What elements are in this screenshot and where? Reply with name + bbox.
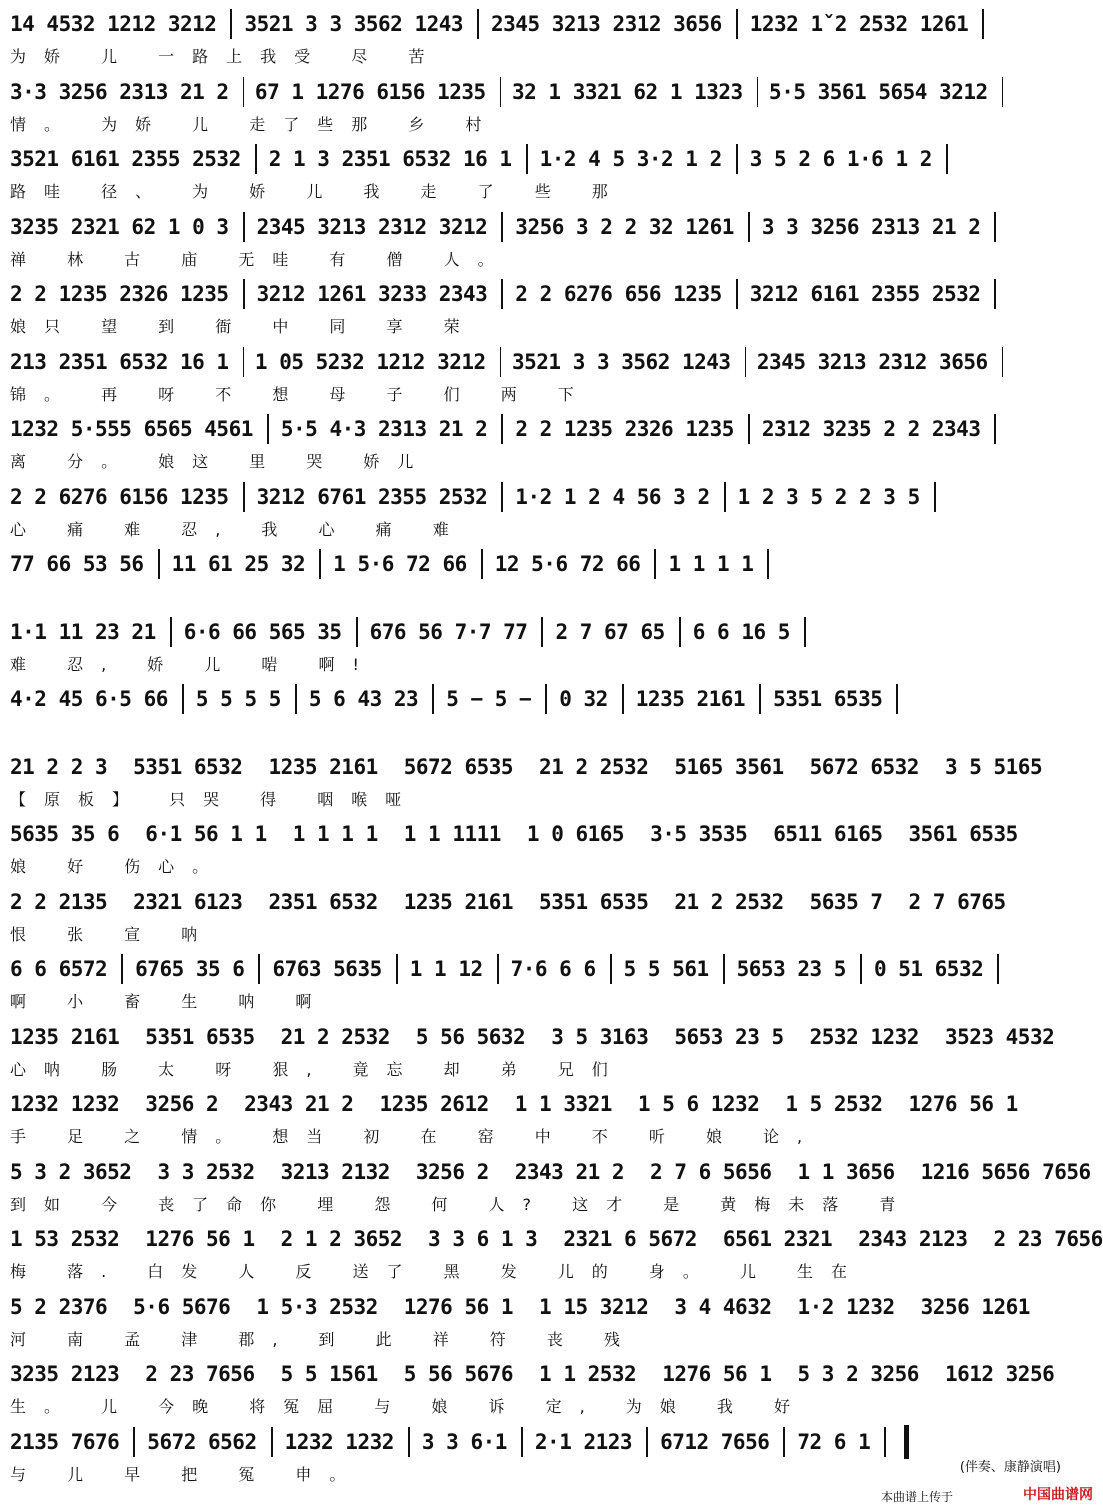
measure: 3256 2 [415, 1159, 489, 1184]
barline [396, 954, 398, 984]
score-system [10, 546, 1014, 610]
score-system [10, 1154, 1091, 1218]
notation-line [10, 816, 1018, 852]
measure: 5672 6532 [809, 754, 919, 779]
lyrics-line: 手 足 之 情。 想当 初 在 窑 中 不 听 娘 论, [10, 1127, 821, 1146]
measure: 5·5 4·3 2313 21 2 [280, 417, 488, 441]
notation-line [10, 74, 1014, 110]
barline [497, 954, 499, 984]
barline [646, 1427, 648, 1457]
barline [679, 617, 681, 647]
measure: 21 2 2532 [280, 1024, 390, 1049]
measure: 1·2 4 5 3·2 1 2 [539, 147, 722, 171]
lyrics-line: 生。 儿 今晚 将冤屈 与 娘 诉 定, 为娘 我 好 [10, 1397, 808, 1416]
notation-line [10, 1154, 1091, 1190]
score-system [10, 614, 1014, 678]
performer-credit: (伴奏、康静演唱) [959, 1460, 1061, 1475]
barline [934, 482, 936, 512]
site-logo[interactable]: 中国曲谱网 [1023, 1487, 1093, 1503]
lyrics-line: 到如 今 丧了命你 埋 怨 何 人? 这才 是 黄梅未落 青 [10, 1194, 914, 1214]
measure: 1276 56 1 [403, 1294, 514, 1319]
notation-line [10, 141, 1014, 177]
measure: 1 1 12 [409, 957, 483, 981]
barline [170, 617, 172, 647]
barline [243, 279, 245, 309]
score-system [10, 1356, 1055, 1420]
measure: 3 3 6 1 3 [428, 1227, 538, 1251]
notation-line [10, 1424, 1014, 1460]
measure: 3561 6535 [908, 822, 1018, 846]
barline [994, 212, 996, 242]
lyrics-line [10, 584, 1014, 606]
measure: 12 5·6 72 66 [494, 552, 641, 576]
measure: 6763 5635 [272, 957, 382, 981]
measure: 5 6 43 23 [308, 687, 419, 711]
barline [748, 414, 750, 444]
measure: 77 66 53 56 [10, 552, 144, 576]
measure: 2 7 6765 [908, 889, 1006, 914]
score-system [10, 479, 1014, 543]
measure: 2 23 7656 [145, 1362, 255, 1386]
lyrics-line: 离 分。 娘这 里 哭 娇儿 [10, 452, 432, 471]
measure: 2 2 1235 2326 1235 [10, 282, 229, 306]
measure: 6 6 16 5 [692, 619, 790, 644]
measure: 2345 3213 2312 3212 [256, 214, 488, 239]
barline [432, 684, 434, 714]
barline [481, 549, 483, 579]
measure: 2135 7676 [10, 1429, 120, 1454]
measure: 1235 2612 [379, 1092, 489, 1116]
measure: 2343 21 2 [244, 1092, 354, 1116]
measure: 5635 35 6 [10, 822, 120, 846]
barline [654, 549, 656, 579]
measure: 2 7 67 65 [555, 619, 665, 644]
measure: 3 5 5165 [944, 754, 1043, 779]
measure: 5672 6535 [403, 754, 514, 779]
notation-line [10, 1221, 1103, 1257]
measure: 1 1 1111 [403, 822, 501, 846]
measure: 1 05 5232 1212 3212 [254, 349, 486, 374]
measure: 3 5 3163 [551, 1024, 649, 1049]
lyrics-line: 禅 林 古 庙 无哇 有 僧 人。 [10, 249, 512, 269]
measure: 3256 1261 [920, 1294, 1030, 1319]
lyrics-line: 恨 张 宣 呐 [10, 924, 216, 944]
score-system [10, 884, 1014, 948]
measure: 5351 6535 [539, 889, 649, 914]
score-system [10, 344, 1014, 408]
measure: 3 4 4632 [674, 1294, 772, 1319]
score-system [10, 276, 1014, 340]
measure: 5 3 2 3256 [797, 1362, 919, 1386]
score-system [10, 74, 1014, 138]
barline [295, 684, 297, 714]
measure: 21 2 2532 [539, 754, 649, 779]
measure: 2 7 6 5656 [650, 1159, 772, 1184]
lyrics-line: 与 儿 早 把 冤 申。 [10, 1464, 364, 1484]
measure: 1232 1ˇ2 2532 1261 [749, 12, 969, 36]
lyrics-line: 梅 落. 白发 人 反 送了 黑 发 儿的 身。 儿 生在 [10, 1262, 866, 1281]
measure: 3235 2321 62 1 0 3 [10, 214, 229, 239]
barline [243, 212, 245, 242]
barline [319, 549, 321, 579]
barline [230, 9, 232, 39]
measure: 3 5 2 6 1·6 1 2 [749, 147, 932, 171]
barline [994, 414, 996, 444]
lyrics-line: 为娇 儿 一路上我受 尽 苦 [10, 47, 443, 66]
score-system [10, 6, 1014, 70]
measure: 5 3 2 3652 [10, 1159, 132, 1184]
measure: 5351 6532 [133, 754, 243, 779]
score-system [10, 141, 1014, 205]
barline [521, 1427, 523, 1457]
measure: 2343 21 2 [514, 1159, 625, 1184]
measure: 5653 23 5 [736, 957, 846, 981]
measure: 213 2351 6532 16 1 [10, 349, 229, 374]
barline [622, 684, 624, 714]
measure: 1235 2161 [268, 754, 378, 779]
measure: 1276 56 1 [145, 1227, 255, 1251]
lyrics-line: 心 痛 难 忍, 我 心 痛 难 [10, 519, 467, 539]
measure: 3521 6161 2355 2532 [10, 147, 241, 171]
lyrics-line: 情。 为娇 儿 走了些那 乡 村 [10, 114, 500, 134]
measure: 2 2 2135 [10, 889, 108, 914]
measure: 4·2 45 6·5 66 [10, 687, 168, 711]
measure: 2321 6123 [133, 889, 243, 914]
measure: 1 5·6 72 66 [333, 552, 467, 576]
measure: 3521 3 3 3562 1243 [511, 349, 731, 374]
measure: 14 4532 1212 3212 [10, 12, 217, 36]
notation-line [10, 6, 1014, 42]
barline [258, 954, 260, 984]
measure: 6·1 56 1 1 [145, 822, 267, 846]
measure: 3212 1261 3233 2343 [256, 282, 488, 306]
measure: 2 2 1235 2326 1235 [515, 417, 734, 441]
score-system [10, 1086, 1018, 1150]
notation-line [10, 614, 1014, 650]
measure: 1 5 6 1232 [637, 1092, 760, 1116]
barline [723, 954, 725, 984]
notation-line [10, 546, 1014, 582]
barline [759, 684, 761, 714]
measure: 5 5 5 5 [195, 687, 281, 711]
measure: 1 5 2532 [785, 1092, 883, 1116]
barline [997, 954, 999, 984]
measure: 2532 1232 [809, 1024, 919, 1049]
score-system [10, 749, 1043, 813]
measure: 5351 6535 [145, 1024, 255, 1049]
score-system [10, 951, 1014, 1015]
measure: 2351 6532 [268, 889, 378, 914]
notation-line [10, 1289, 1030, 1325]
measure: 3 3 6·1 [421, 1429, 507, 1454]
lyrics-line: 河 南 孟 津 郡, 到 此 祥 符 丧 残 [10, 1329, 638, 1349]
measure: 1235 2161 [10, 1024, 120, 1049]
measure: 5351 6535 [773, 687, 883, 711]
lyrics-line: 路哇 径、 为 娇 儿 我 走 了 些 那 [10, 182, 626, 201]
barline [501, 279, 503, 309]
measure: 1 5·3 2532 [256, 1294, 378, 1319]
barline [501, 212, 503, 242]
barline [545, 684, 547, 714]
measure: 3·5 3535 [650, 822, 748, 846]
measure: 2345 3213 2312 3656 [491, 12, 722, 36]
barline [243, 482, 245, 512]
measure: 1276 56 1 [908, 1092, 1018, 1116]
measure: 1232 1232 [284, 1429, 394, 1454]
measure: 3 3 2532 [157, 1159, 255, 1184]
measure: 3523 4532 [944, 1024, 1055, 1049]
measure: 5 2 2376 [10, 1294, 108, 1319]
measure: 2 1 3 2351 6532 16 1 [268, 147, 512, 171]
measure: 6511 6165 [773, 822, 883, 846]
notation-line [10, 344, 1014, 380]
measure: 5 5 561 [623, 957, 709, 981]
barline [158, 549, 160, 579]
measure: 5672 6562 [147, 1429, 257, 1454]
lyrics-line: 啊 小 畜 生 呐 啊 [10, 992, 330, 1011]
score-system [10, 1221, 1103, 1285]
barline [884, 1427, 886, 1457]
measure: 676 56 7·7 77 [369, 619, 528, 644]
barline [408, 1427, 410, 1457]
barline [982, 9, 984, 39]
notation-line [10, 884, 1014, 920]
measure: 0 51 6532 [873, 957, 984, 981]
measure: 2 2 6276 6156 1235 [10, 484, 229, 509]
score-system [10, 209, 1014, 273]
measure: 1 0 6165 [526, 822, 625, 846]
measure: 0 32 [559, 687, 608, 711]
barline [724, 482, 726, 512]
measure: 2 23 7656 [993, 1227, 1103, 1251]
notation-line [10, 479, 1014, 515]
barline [477, 9, 479, 39]
barline [736, 279, 738, 309]
measure: 2·1 2123 [534, 1429, 633, 1454]
notation-line [10, 276, 1014, 312]
notation-line [10, 411, 1014, 447]
measure: 6765 35 6 [135, 957, 245, 981]
measure: 5 56 5676 [403, 1362, 514, 1386]
measure: 5165 3561 [674, 754, 784, 779]
barline [541, 617, 543, 647]
barline [946, 144, 948, 174]
measure: 3212 6761 2355 2532 [256, 484, 488, 509]
measure: 3521 3 3 3562 1243 [244, 12, 464, 36]
measure: 1 15 3212 [539, 1294, 649, 1319]
measure: 21 2 2 3 [10, 754, 108, 779]
barline [767, 549, 769, 579]
barline [501, 482, 503, 512]
measure: 1235 2161 [403, 889, 514, 914]
upload-note: 本曲谱上传于 [880, 1490, 953, 1504]
barline [271, 1427, 273, 1457]
barline [182, 684, 184, 714]
notation-line [10, 749, 1043, 785]
measure: 67 1 1276 6156 1235 [254, 79, 486, 104]
measure: 1 1 3321 [514, 1092, 612, 1116]
notation-line [10, 951, 1014, 987]
barline [356, 617, 358, 647]
barline [255, 144, 257, 174]
lyrics-line: 娘 好 伤心。 [10, 857, 227, 876]
barline [267, 414, 269, 444]
lyrics-line: 心呐 肠 太 呀 狠, 竟忘 却 弟 兄们 [10, 1059, 626, 1079]
measure: 5 5 1561 [280, 1362, 378, 1386]
score-system [10, 411, 1014, 475]
barline [896, 684, 898, 714]
measure: 1612 3256 [944, 1362, 1055, 1386]
lyrics-line: 难 忍, 娇 儿 啱 啊! [10, 654, 377, 674]
measure: 1 1 1 1 [292, 822, 378, 846]
measure: 5·6 5676 [133, 1294, 231, 1319]
measure: 3235 2123 [10, 1362, 120, 1386]
measure: 72 6 1 [797, 1429, 871, 1454]
measure: 5·5 3561 5654 3212 [769, 79, 988, 104]
measure: 1216 5656 7656 [920, 1159, 1091, 1184]
notation-line [10, 1356, 1055, 1392]
measure: 6561 2321 [722, 1227, 833, 1251]
barline [994, 279, 996, 309]
measure: 3212 6161 2355 2532 [749, 282, 981, 306]
measure: 3·3 3256 2313 21 2 [10, 79, 229, 104]
score-system [10, 1424, 1014, 1488]
notation-line [10, 1019, 1055, 1055]
measure: 5653 23 5 [674, 1024, 784, 1049]
barline [610, 954, 612, 984]
measure: 2 1 2 3652 [280, 1227, 403, 1251]
measure: 6712 7656 [660, 1429, 770, 1454]
measure: 1·1 11 23 21 [10, 619, 156, 644]
lyrics-line: 娘只 望 到 衙 中 同 享 荣 [10, 317, 478, 336]
score-system [10, 1289, 1030, 1353]
measure: 11 61 25 32 [171, 552, 306, 576]
notation-line [10, 681, 1014, 717]
score-system [10, 681, 1014, 745]
measure: 3 3 3256 2313 21 2 [761, 214, 981, 239]
barline [860, 954, 862, 984]
measure: 1235 2161 [635, 687, 746, 711]
measure: 5 56 5632 [415, 1024, 526, 1049]
measure: 1·2 1 2 4 56 3 2 [515, 484, 710, 509]
barline [783, 1427, 785, 1457]
barline [133, 1427, 135, 1457]
measure: 1232 5·555 6565 4561 [10, 417, 253, 441]
barline [804, 617, 806, 647]
measure: 6 6 6572 [10, 957, 108, 981]
barline [736, 9, 738, 39]
lyrics-line: 锦。 再 呀 不 想 母 子 们 两 下 [10, 384, 592, 404]
measure: 1 2 3 5 2 2 3 5 [737, 484, 920, 509]
lyrics-line [10, 719, 1014, 741]
measure: 2343 2123 [858, 1227, 968, 1251]
notation-line [10, 209, 1014, 245]
measure: 6·6 66 565 35 [183, 619, 342, 644]
measure: 1 1 2532 [539, 1362, 637, 1386]
barline [748, 212, 750, 242]
lyrics-line: 【原板】 只哭 得 咽喉哑 [10, 789, 420, 809]
measure: 1232 1232 [10, 1092, 120, 1116]
measure: 2321 6 5672 [563, 1227, 697, 1251]
score-system [10, 1019, 1055, 1083]
measure: 3256 2 [145, 1092, 219, 1116]
measure: 1·2 1232 [797, 1294, 895, 1319]
measure: 1 53 2532 [10, 1227, 120, 1251]
measure: 32 1 3321 62 1 1323 [511, 79, 743, 104]
measure: 21 2 2532 [674, 889, 784, 914]
final-barline [904, 1425, 909, 1459]
measure: 1 1 1 1 [668, 552, 754, 576]
measure: 7·6 6 6 [510, 957, 596, 981]
measure: 2 2 6276 656 1235 [515, 282, 722, 306]
measure: 3213 2132 [280, 1159, 390, 1184]
measure: 5 − 5 − [446, 687, 532, 711]
measure: 1 1 3656 [797, 1159, 895, 1184]
measure: 2345 3213 2312 3656 [756, 349, 988, 374]
barline [121, 954, 123, 984]
measure: 3256 3 2 2 32 1261 [515, 214, 734, 239]
measure: 1276 56 1 [662, 1362, 772, 1386]
score-system [10, 816, 1018, 880]
barline [526, 144, 528, 174]
barline [736, 144, 738, 174]
barline [501, 414, 503, 444]
measure: 5635 7 [809, 889, 883, 914]
measure: 2312 3235 2 2 2343 [761, 417, 981, 441]
notation-line [10, 1086, 1018, 1122]
